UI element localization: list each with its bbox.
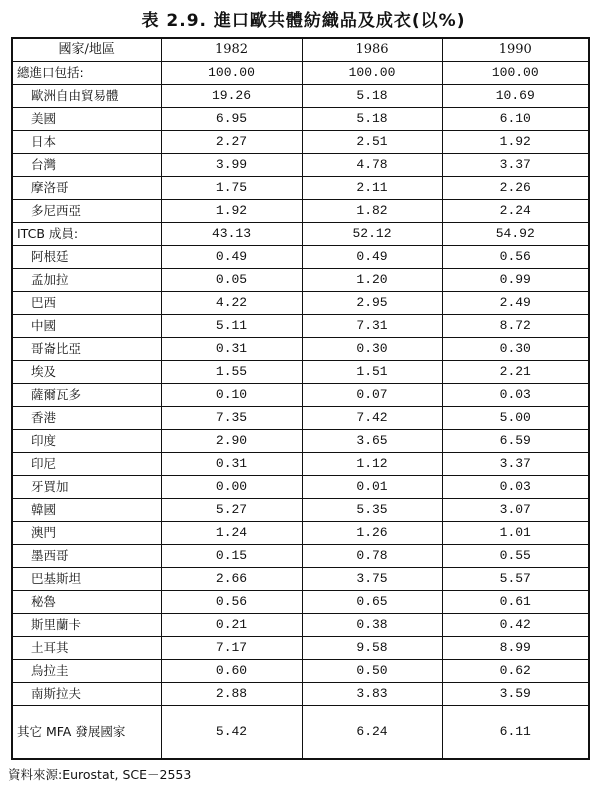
table-row [12,407,589,430]
table-row [12,499,589,522]
cell-1982: 1.92 [161,200,302,223]
cell-1990: 0.55 [442,545,589,568]
row-label: 日本 [12,131,161,154]
cell-1986: 5.18 [302,108,442,131]
row-label: 埃及 [12,361,161,384]
cell-1990: 0.61 [442,591,589,614]
cell-1982: 2.27 [161,131,302,154]
table-row [12,108,589,131]
cell-1986: 2.51 [302,131,442,154]
cell-1990: 0.42 [442,614,589,637]
table-row [12,85,589,108]
cell-1986: 52.12 [302,223,442,246]
row-label: 巴基斯坦 [12,568,161,591]
cell-1982: 0.05 [161,269,302,292]
row-label: 中國 [12,315,161,338]
cell-1990: 2.26 [442,177,589,200]
cell-1986: 1.26 [302,522,442,545]
cell-1986: 1.12 [302,453,442,476]
cell-1986: 0.30 [302,338,442,361]
cell-1982: 5.11 [161,315,302,338]
cell-1986: 5.18 [302,85,442,108]
cell-1982: 1.75 [161,177,302,200]
table-row [12,62,589,85]
cell-1982: 0.21 [161,614,302,637]
table-row [12,361,589,384]
cell-1990: 3.59 [442,683,589,706]
row-label: ITCB 成員: [12,223,161,246]
cell-1982: 0.00 [161,476,302,499]
cell-1986: 0.65 [302,591,442,614]
cell-1982: 0.15 [161,545,302,568]
row-label: 印尼 [12,453,161,476]
cell-1986: 9.58 [302,637,442,660]
row-label: 阿根廷 [12,246,161,269]
table-row [12,223,589,246]
cell-1982: 0.31 [161,338,302,361]
cell-1986: 0.01 [302,476,442,499]
cell-1986: 4.78 [302,154,442,177]
cell-1986: 100.00 [302,62,442,85]
cell-1990: 0.99 [442,269,589,292]
cell-1990: 8.72 [442,315,589,338]
cell-1982: 6.95 [161,108,302,131]
row-label: 土耳其 [12,637,161,660]
table-row [12,292,589,315]
cell-1990: 100.00 [442,62,589,85]
row-label: 印度 [12,430,161,453]
cell-1986: 5.35 [302,499,442,522]
header-1982: 1982 [161,38,302,62]
cell-1986: 0.78 [302,545,442,568]
table-row [12,154,589,177]
cell-1986: 0.38 [302,614,442,637]
cell-1982: 2.90 [161,430,302,453]
cell-1990: 54.92 [442,223,589,246]
cell-1986: 0.07 [302,384,442,407]
cell-1990: 10.69 [442,85,589,108]
table-row [12,637,589,660]
row-label: 巴西 [12,292,161,315]
cell-1986: 0.49 [302,246,442,269]
row-label: 其它 MFA 發展國家 [12,706,161,760]
cell-1982: 1.55 [161,361,302,384]
table-row [12,338,589,361]
cell-1982: 0.31 [161,453,302,476]
row-label: 香港 [12,407,161,430]
cell-1990: 3.37 [442,453,589,476]
row-label: 美國 [12,108,161,131]
table-row [12,545,589,568]
cell-1986: 2.95 [302,292,442,315]
cell-1986: 0.50 [302,660,442,683]
table-row [12,614,589,637]
table-row [12,683,589,706]
cell-1990: 5.57 [442,568,589,591]
table-row [12,246,589,269]
cell-1982: 19.26 [161,85,302,108]
table-row [12,269,589,292]
cell-1986: 1.20 [302,269,442,292]
table-row [12,568,589,591]
row-label: 秘魯 [12,591,161,614]
table-row [12,706,589,760]
table-row [12,131,589,154]
cell-1990: 0.56 [442,246,589,269]
cell-1982: 0.10 [161,384,302,407]
table-row [12,177,589,200]
header-country-region: 國家/地區 [12,38,161,62]
row-label: 孟加拉 [12,269,161,292]
row-label: 多尼西亞 [12,200,161,223]
import-share-table [11,37,590,760]
cell-1982: 0.56 [161,591,302,614]
cell-1982: 100.00 [161,62,302,85]
row-label: 歐洲自由貿易體 [12,85,161,108]
cell-1990: 0.30 [442,338,589,361]
header-1986: 1986 [302,38,442,62]
row-label: 薩爾瓦多 [12,384,161,407]
cell-1990: 6.11 [442,706,589,760]
cell-1990: 6.10 [442,108,589,131]
row-label: 南斯拉夫 [12,683,161,706]
source-note: 資料來源:Eurostat, SCE－2553 [8,767,192,782]
cell-1990: 3.07 [442,499,589,522]
row-label: 韓國 [12,499,161,522]
header-1990: 1990 [442,38,589,62]
table-row [12,315,589,338]
cell-1982: 43.13 [161,223,302,246]
table-header-row [12,38,589,62]
cell-1990: 0.62 [442,660,589,683]
table-title: 表 2.9. 進口歐共體紡織品及成衣(以%) [141,11,466,31]
row-label: 牙買加 [12,476,161,499]
table-row [12,453,589,476]
cell-1990: 2.21 [442,361,589,384]
cell-1986: 3.65 [302,430,442,453]
cell-1986: 3.75 [302,568,442,591]
row-label: 哥崙比亞 [12,338,161,361]
cell-1982: 0.60 [161,660,302,683]
table-row [12,384,589,407]
row-label: 澳門 [12,522,161,545]
cell-1990: 6.59 [442,430,589,453]
cell-1990: 2.49 [442,292,589,315]
cell-1990: 8.99 [442,637,589,660]
cell-1990: 2.24 [442,200,589,223]
cell-1986: 3.83 [302,683,442,706]
cell-1986: 1.51 [302,361,442,384]
cell-1986: 6.24 [302,706,442,760]
table-row [12,430,589,453]
cell-1990: 1.01 [442,522,589,545]
cell-1982: 2.88 [161,683,302,706]
row-label: 摩洛哥 [12,177,161,200]
cell-1982: 7.35 [161,407,302,430]
cell-1982: 3.99 [161,154,302,177]
cell-1982: 2.66 [161,568,302,591]
row-label: 烏拉圭 [12,660,161,683]
cell-1990: 5.00 [442,407,589,430]
cell-1990: 0.03 [442,476,589,499]
cell-1982: 5.27 [161,499,302,522]
cell-1982: 5.42 [161,706,302,760]
cell-1986: 7.42 [302,407,442,430]
table-body [12,62,589,760]
table-row [12,476,589,499]
cell-1990: 0.03 [442,384,589,407]
table-row [12,591,589,614]
cell-1986: 2.11 [302,177,442,200]
cell-1986: 7.31 [302,315,442,338]
table-row [12,660,589,683]
cell-1982: 0.49 [161,246,302,269]
cell-1990: 3.37 [442,154,589,177]
cell-1990: 1.92 [442,131,589,154]
row-label: 台灣 [12,154,161,177]
row-label: 墨西哥 [12,545,161,568]
table-row [12,200,589,223]
table-row [12,522,589,545]
cell-1982: 4.22 [161,292,302,315]
row-label: 總進口包括: [12,62,161,85]
cell-1986: 1.82 [302,200,442,223]
row-label: 斯里蘭卡 [12,614,161,637]
cell-1982: 1.24 [161,522,302,545]
cell-1982: 7.17 [161,637,302,660]
